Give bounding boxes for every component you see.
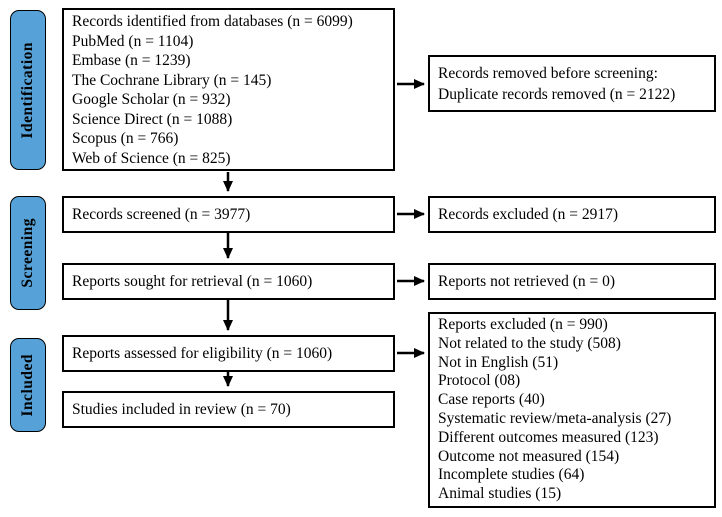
- text-line: Records removed before screening:: [438, 64, 658, 82]
- text-line: Not in English (51): [438, 353, 559, 371]
- box-reports-sought: [62, 263, 395, 300]
- text-line: Case reports (40): [438, 391, 545, 409]
- box-studies-included: [62, 391, 395, 428]
- text-line: Reports excluded (n = 990): [438, 316, 608, 333]
- text-line: Web of Science (n = 825): [72, 149, 231, 167]
- box-records-excluded: [428, 196, 716, 233]
- stage-label-text: Included: [19, 353, 36, 417]
- text-line: Records identified from databases (n = 6099): [72, 13, 353, 30]
- box-text: Reports assessed for eligibility (n = 1060): [72, 344, 333, 362]
- box-text: Reports sought for retrieval (n = 1060): [72, 272, 313, 290]
- text-line: Science Direct (n = 1088): [72, 110, 233, 128]
- text-line: Animal studies (15): [438, 485, 562, 503]
- box-text: Records screened (n = 3977): [72, 205, 251, 223]
- box-records-removed-before-screening: [428, 55, 716, 112]
- stage-label-text: Screening: [19, 218, 36, 288]
- text-line: Embase (n = 1239): [72, 52, 191, 69]
- box-text: Records excluded (n = 2917): [438, 205, 619, 223]
- box-text: Reports not retrieved (n = 0): [438, 272, 616, 290]
- box-reports-excluded: [428, 312, 716, 508]
- text-line: Google Scholar (n = 932): [72, 91, 231, 108]
- text-line: Duplicate records removed (n = 2122): [438, 85, 676, 103]
- text-line: Different outcomes measured (123): [438, 428, 659, 446]
- stage-label-screening: [10, 196, 46, 310]
- text-line: PubMed (n = 1104): [72, 32, 194, 50]
- text-line: The Cochrane Library (n = 145): [72, 71, 272, 89]
- stage-label-text: Identification: [19, 41, 36, 139]
- stage-label-identification: [10, 10, 46, 170]
- text-line: Systematic review/meta-analysis (27): [438, 409, 672, 427]
- box-records-identified: [62, 8, 395, 171]
- text-line: Outcome not measured (154): [438, 447, 620, 465]
- text-line: Scopus (n = 766): [72, 130, 179, 147]
- box-text: Studies included in review (n = 70): [72, 400, 291, 418]
- text-line: Protocol (08): [438, 372, 521, 390]
- box-reports-not-retrieved: [428, 263, 716, 300]
- box-reports-assessed: [62, 335, 395, 372]
- text-line: Incomplete studies (64): [438, 466, 585, 484]
- box-records-screened: [62, 196, 395, 233]
- text-line: Not related to the study (508): [438, 334, 621, 352]
- stage-label-included: [10, 338, 46, 432]
